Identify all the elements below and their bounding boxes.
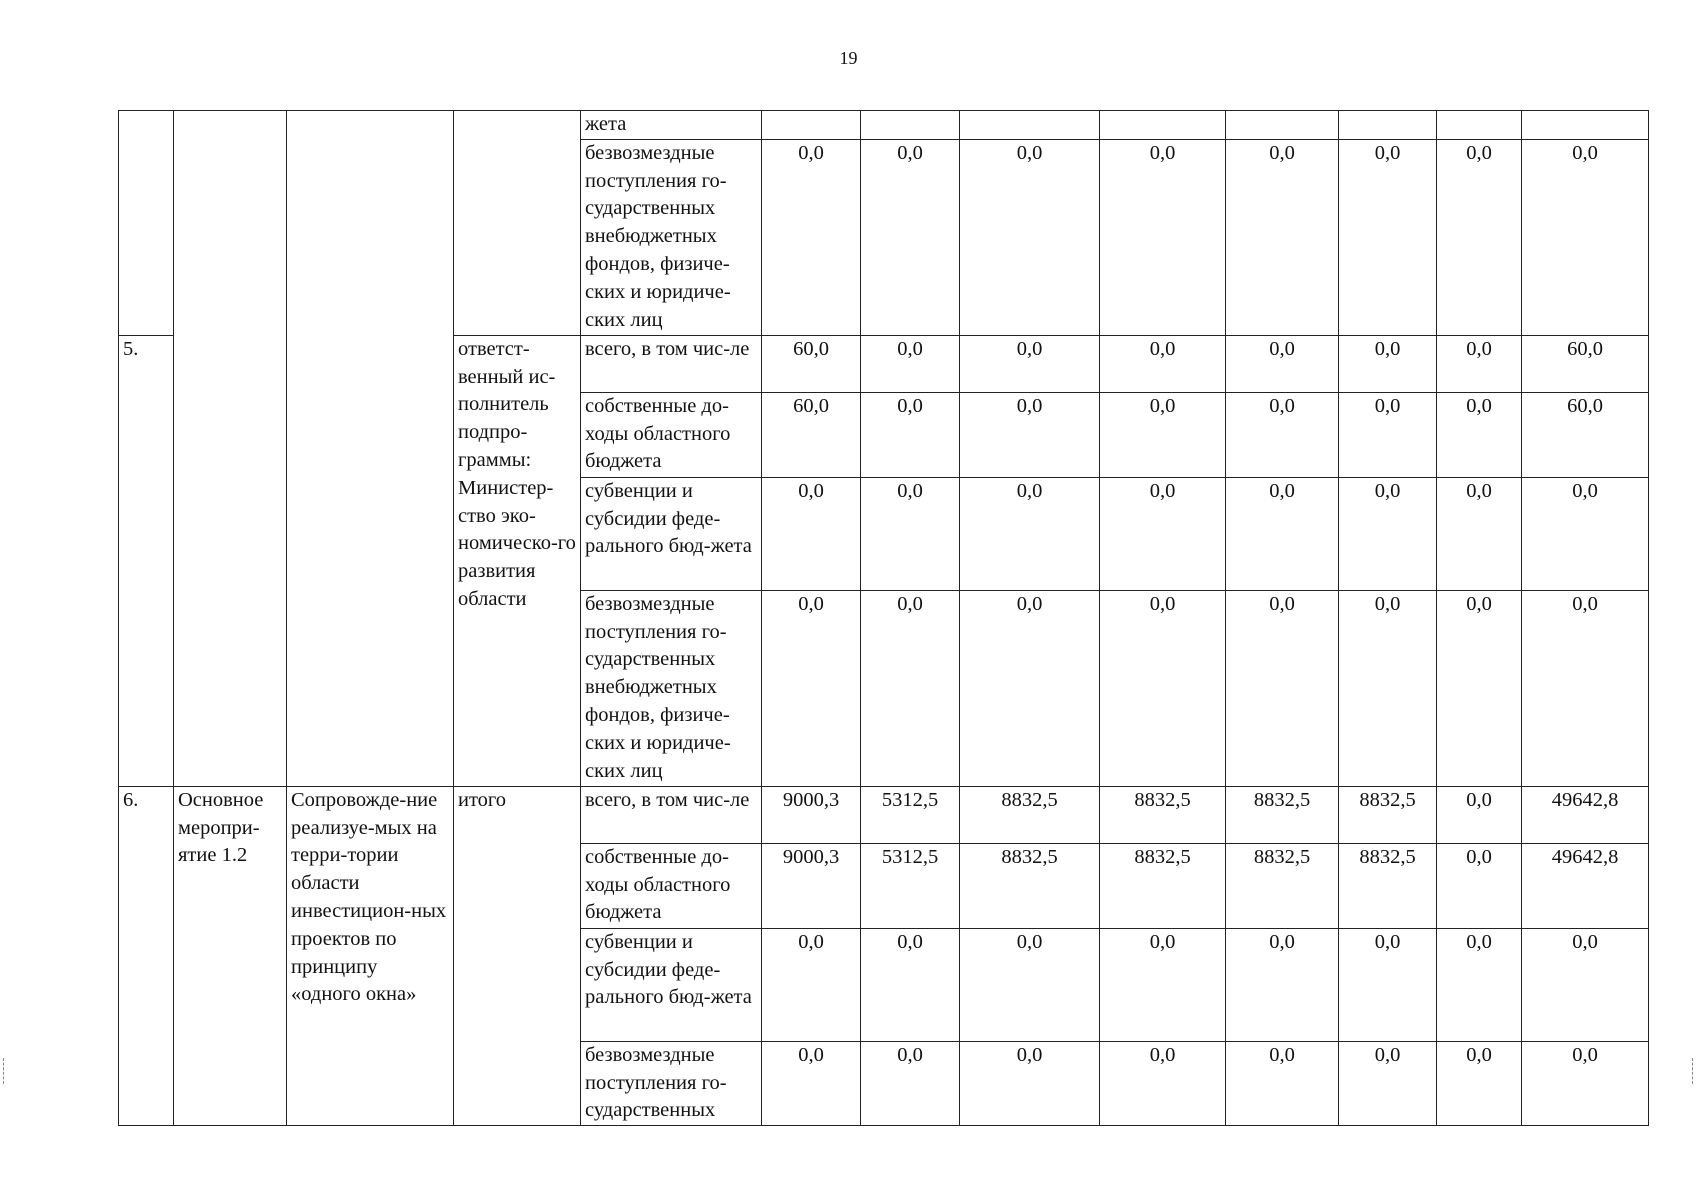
value-cell: 0,0	[1226, 477, 1339, 590]
value-cell: 0,0	[762, 590, 861, 786]
value-cell: 0,0	[762, 477, 861, 590]
budget-table	[118, 110, 1649, 1126]
value-cell: 0,0	[1522, 928, 1649, 1041]
value-cell: 0,0	[1522, 590, 1649, 786]
value-cell: 0,0	[1100, 1041, 1226, 1125]
value-cell: 0,0	[1100, 335, 1226, 392]
value-cell: 0,0	[1226, 139, 1339, 335]
name-cell	[287, 111, 454, 787]
value-cell: 0,0	[1100, 139, 1226, 335]
page-number: 19	[839, 48, 858, 68]
value-cell: 8832,5	[1226, 786, 1339, 843]
executor-cell	[454, 111, 581, 336]
status-cell: Основное меропри-ятие 1.2	[174, 786, 287, 1125]
value-cell: 60,0	[762, 392, 861, 477]
value-cell: 0,0	[1437, 335, 1522, 392]
value-cell: 8832,5	[960, 843, 1100, 928]
value-cell: 5312,5	[861, 843, 960, 928]
table-row	[119, 786, 1649, 843]
source-cell: всего, в том чис-ле	[581, 335, 762, 392]
value-cell: 0,0	[960, 477, 1100, 590]
name-cell: Сопровожде-ние реализуе-мых на терри-тории области инвестицион-ных проектов по принципу «одного окна»	[287, 786, 454, 1125]
value-cell: 0,0	[1226, 590, 1339, 786]
source-cell: безвозмездные поступления го-сударственных	[581, 1041, 762, 1125]
source-cell: субвенции и субсидии феде-рального бюд-жета	[581, 477, 762, 590]
source-cell: безвозмездные поступления го-сударственных внебюджетных фондов, физиче-ских и юридиче-ских лиц	[581, 590, 762, 786]
source-cell: всего, в том чис-ле	[581, 786, 762, 843]
number-cell	[119, 111, 174, 336]
value-cell: 0,0	[1522, 1041, 1649, 1125]
value-cell: 0,0	[1437, 843, 1522, 928]
value-cell: 9000,3	[762, 843, 861, 928]
value-cell: 0,0	[1100, 392, 1226, 477]
value-cell: 8832,5	[1339, 843, 1437, 928]
value-cell: 0,0	[960, 139, 1100, 335]
value-cell: 0,0	[1100, 590, 1226, 786]
value-cell: 8832,5	[1100, 786, 1226, 843]
value-cell: 0,0	[861, 928, 960, 1041]
value-cell: 0,0	[1437, 590, 1522, 786]
value-cell: 0,0	[1437, 392, 1522, 477]
value-cell: 0,0	[960, 1041, 1100, 1125]
value-cell: 0,0	[762, 928, 861, 1041]
source-cell: безвозмездные поступления го-сударственных внебюджетных фондов, физиче-ских и юридиче-ских лиц	[581, 139, 762, 335]
value-cell: 0,0	[1339, 928, 1437, 1041]
value-cell: 0,0	[1339, 139, 1437, 335]
value-cell: 0,0	[762, 139, 861, 335]
value-cell: 0,0	[1339, 335, 1437, 392]
value-cell: 0,0	[861, 590, 960, 786]
source-cell: собственные до-ходы областного бюджета	[581, 843, 762, 928]
value-cell: 0,0	[1226, 1041, 1339, 1125]
value-cell: 0,0	[960, 392, 1100, 477]
value-cell: 0,0	[960, 928, 1100, 1041]
value-cell: 49642,8	[1522, 843, 1649, 928]
value-cell: 0,0	[861, 139, 960, 335]
value-cell: 0,0	[1226, 335, 1339, 392]
value-cell: 0,0	[1339, 1041, 1437, 1125]
value-cell: 0,0	[861, 1041, 960, 1125]
value-cell: 0,0	[1226, 392, 1339, 477]
value-cell: 0,0	[1437, 928, 1522, 1041]
value-cell: 49642,8	[1522, 786, 1649, 843]
value-cell: 60,0	[1522, 335, 1649, 392]
value-cell: 0,0	[1437, 477, 1522, 590]
value-cell: 0,0	[861, 335, 960, 392]
status-cell	[174, 111, 287, 787]
value-cell: 0,0	[1437, 786, 1522, 843]
value-cell: 0,0	[1339, 590, 1437, 786]
value-cell: 60,0	[1522, 392, 1649, 477]
source-cell: субвенции и субсидии феде-рального бюд-жета	[581, 928, 762, 1041]
value-cell: 0,0	[762, 1041, 861, 1125]
value-cell: 8832,5	[1100, 843, 1226, 928]
value-cell: 0,0	[861, 392, 960, 477]
value-cell: 0,0	[861, 477, 960, 590]
source-cell: собственные до-ходы областного бюджета	[581, 392, 762, 477]
value-cell: 0,0	[1437, 1041, 1522, 1125]
value-cell: 0,0	[1522, 139, 1649, 335]
value-cell: 0,0	[1226, 928, 1339, 1041]
value-cell: 0,0	[960, 335, 1100, 392]
executor-cell: ответст-венный ис-полнитель подпро-граммы: Министер-ство эко-номическо-го развития области	[454, 335, 581, 786]
value-cell: 0,0	[1100, 928, 1226, 1041]
value-cell: 5312,5	[861, 786, 960, 843]
table-row	[119, 111, 1649, 140]
executor-cell: итого	[454, 786, 581, 1125]
value-cell: 60,0	[762, 335, 861, 392]
value-cell: 0,0	[1100, 477, 1226, 590]
source-cell: жета	[581, 111, 762, 140]
number-cell: 5.	[119, 335, 174, 786]
value-cell: 0,0	[1522, 477, 1649, 590]
value-cell: 0,0	[1339, 392, 1437, 477]
scan-edge-mark	[1692, 1058, 1694, 1084]
value-cell: 0,0	[1437, 139, 1522, 335]
scan-edge-mark	[3, 1058, 5, 1084]
value-cell: 0,0	[960, 590, 1100, 786]
value-cell: 0,0	[1339, 477, 1437, 590]
number-cell: 6.	[119, 786, 174, 1125]
value-cell: 9000,3	[762, 786, 861, 843]
value-cell: 8832,5	[1226, 843, 1339, 928]
value-cell: 8832,5	[960, 786, 1100, 843]
value-cell: 8832,5	[1339, 786, 1437, 843]
